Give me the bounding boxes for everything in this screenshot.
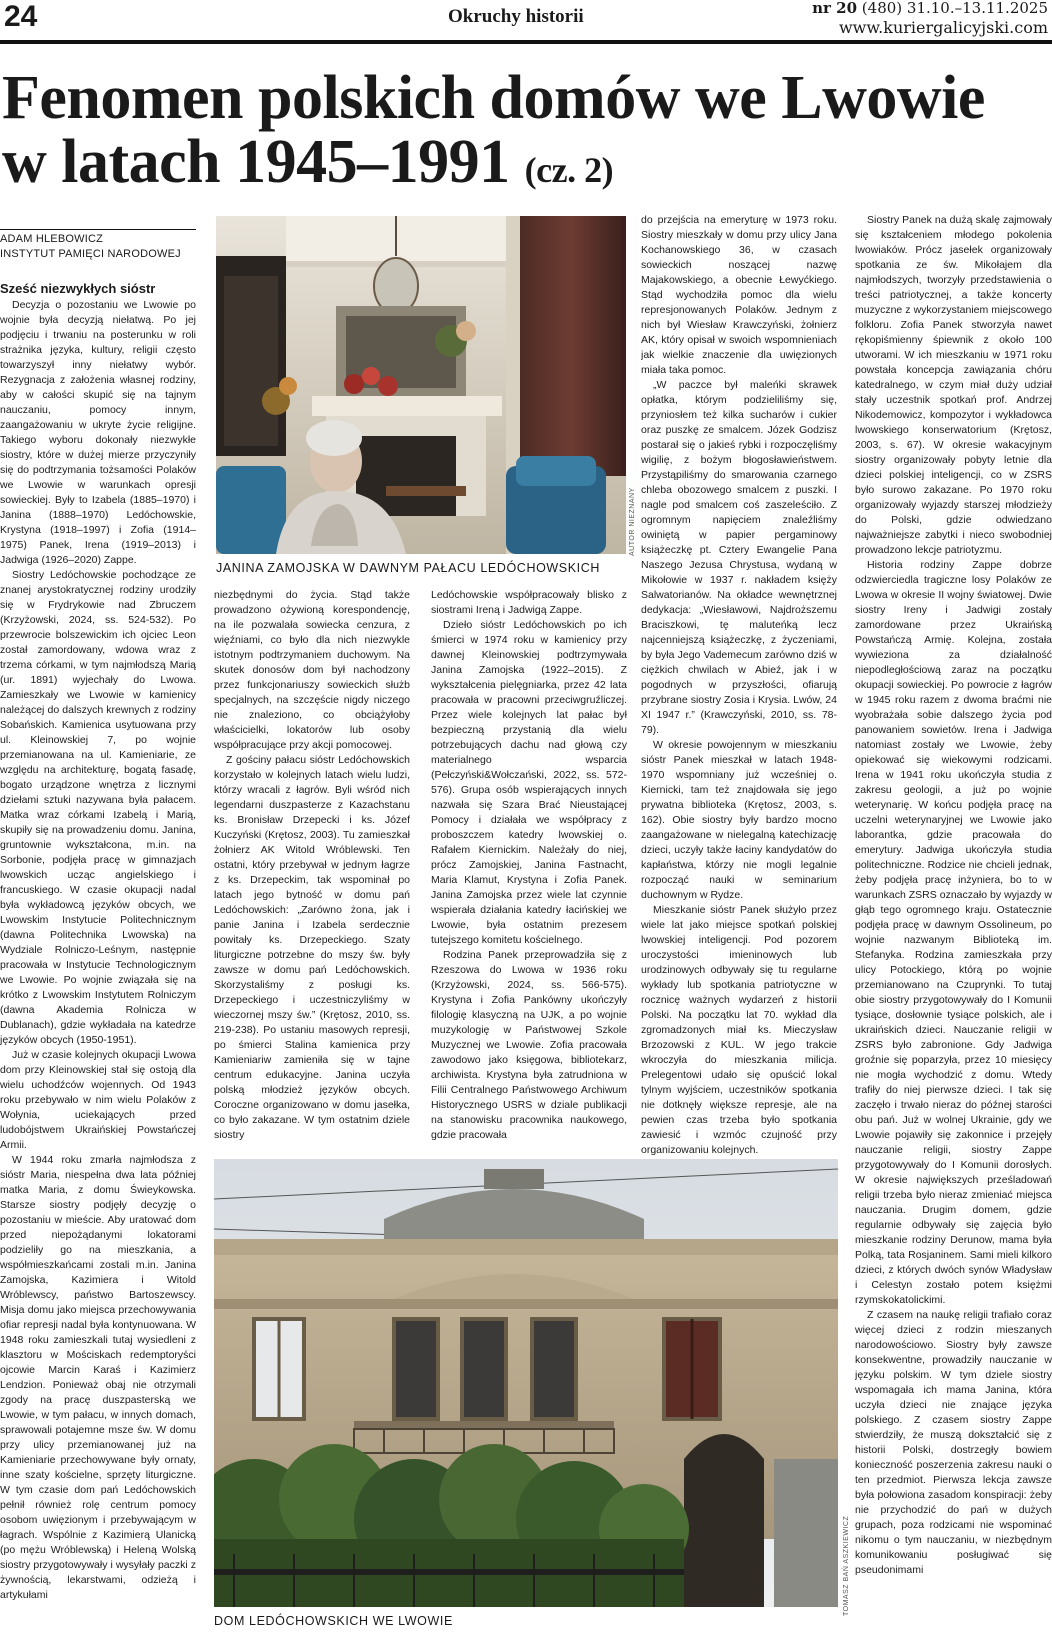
issue-number: nr 20: [812, 0, 858, 17]
paragraph: Rodzina Panek przeprowadziła się z Rzeszowa do Lwowa w 1936 roku (Krzyżowski, 2024, ss. 566-575). Krystyna i Zofia Pankówny ukończyły filologię klasyczną na UJK, a po wojnie muzykologię w Państwowej Szkole Muzycznej we Lwowie. Zofia pracowała zawodowo jako księgowa, bibliotekarz, archiwista. Krystyna była zatrudniona w Filii Centralnego Państwowego Archiwum Historycznego USRS w dziale publikacji na stanowisku pracownika naukowego, gdzie pracowała: [431, 949, 627, 1141]
byline-rule: [0, 229, 196, 230]
photo-ledochowski-house: [214, 1159, 838, 1607]
author-institution: INSTYTUT PAMIĘCI NARODOWEJ: [0, 248, 181, 260]
building-photo-illustration: [214, 1159, 838, 1607]
issue-info: [812, 0, 1048, 17]
paragraph: Decyzja o pozostaniu we Lwowie po wojnie była decyzją niełatwą. Po jej podjęciu i trwaniu na posterunku w roli strażnika języka, kultury, religii często towarzyszył inny niełatwy wybór. Rezygnacja z założenia własnej rodziny, aby w całości skupić się na tajnym nauczaniu, pomocy innym, zaangażowaniu w ukryte życie religijne. Takiego wyboru dokonały niezwykłe siostry, które w dużej mierze przyczyniły się do podtrzymania tożsamości Polaków we Lwowie w warunkach opresji sowieckiej. Były to Izabela (1885–1970) i Janina (1888–1970) Ledóchowskie, Krystyna (1918–1997) i Zofia (1914–1975) Panek, Irena (1919–2013) i Jadwiga (1926–2020) Zappe.: [0, 299, 196, 566]
paragraph: Siostry Panek na dużą skalę zajmowały się kształceniem młodego pokolenia lwowiaków. Prócz jasełek organizowały spotkania ze św. Mikołajem dla najmłodszych, tworzyły przedstawienia o treści patriotycznej, a także koncerty muzyczne z wykorzystaniem miejscowego folkloru. Zofia Panek stworzyła nawet rękopiśmienny śpiewnik z około 100 utworami. W ich mieszkaniu w 1971 roku powstała koncepcja zawiązania chóru katedralnego, w czym miał duży udział stały uczestnik spotkań prof. Andrzej Nikodemowicz, kompozytor i wykładowca lwowskiego konserwatorium (Krętosz, 2003, s. 67). W okresie wakacyjnym siostry organizowały pobyty letnie dla dzieci polskiej inteligencji, co w ZSRS było surowo zakazane. Po 1970 roku organizowały wyjazdy starszej młodzieży do Polski, gdzie odwiedzano najważniejsze zabytki i nieco swobodniej prowadzono lekcje patriotyzmu.: [855, 214, 1052, 556]
byline: [0, 232, 196, 262]
issue-dates: (480) 31.10.–13.11.2025: [857, 0, 1048, 17]
paragraph: Mieszkanie sióstr Panek służyło przez wiele lat jako miejsce spotkań polskiej lwowskiej inteligencji. Pod pozorem uroczystości imieninowych lub urodzinowych odbywały się tu regularne wykłady lub spotkania patriotyczne w rocznicę ważnych wydarzeń z historii Polski. Na początku lat 70. wykład dla zgromadzonych miał ks. Mieczysław Brzozowski z KUL. W jego trakcie wkroczyła do mieszkania milicja. Prelegentowi udało się opuścić lokal tylnym wyjściem, uczestników spotkania nie dotknęły większe represje, ale na pewien czas trzeba było spotkania zawiesić i wzmóc czujność przy organizowaniu kolejnych.: [641, 904, 837, 1156]
article-title-main: Fenomen polskich domów we Lwowie w latach 1945–1991: [2, 64, 985, 196]
photo1-credit: AUTOR NIEZNANY: [629, 487, 636, 556]
photo2-caption: DOM LEDÓCHOWSKICH WE LWOWIE: [214, 1614, 453, 1628]
paragraph: Z czasem na naukę religii trafiało coraz więcej dzieci z rodzin mieszanych narodowościowo. Siostry były zawsze konsekwentne, prowadziły nauczanie w języku polskim. W tym dziele siostry wspomagała ich mama Janina, która uczyła dzieci nie znające języka polskiego. Z czasem siostry Zappe stwierdziły, że muszą dokształcić się z historii Polski, dostrzegły bowiem konieczność poszerzenia zakresu nauki o ten przedmiot. Pierwsza lekcja zawsze była połowiona zasadom konspiracji: żeby nie przychodzić do pań w dużych grupach, poza rodzicami nie wspominać nikomu o tym nauczaniu, w niezbędnym komunikowaniu posługiwać się pseudonimami: [855, 1309, 1052, 1576]
text-column-3: [431, 588, 627, 1158]
section-title: Okruchy historii: [448, 6, 584, 27]
article-title: [2, 66, 1042, 202]
text-column-2: [214, 588, 410, 1158]
page-number: 24: [4, 0, 38, 33]
paragraph: „W paczce był maleńki skrawek opłatka, którym podzieliliśmy się, przyniosłem też kilka sucharów i cukier oraz puszkę ze smalcem. Józek Godzisz postarał się o jakieś rybki i rozpoczęliśmy wigilię, z bożym błogosławieństwem. Przystąpiliśmy do smarowania czarnego chleba obozowego smalcem z puszki. I nagle pod smalcem coś zaszeleściło. Z ogromnym napięciem znaleźliśmy owiniętą w papier pergaminowy książeczkę pt. Cztery Ewangelie Pana Naszego Jezusa Chrystusa, wydaną w Mikołowie w 1937 r. nakładem księży Salwatorianów. Na okładce wewnętrznej dedykacja: „Wiesławowi, Najdroższemu Braciszkowi, tę maluteńką lecz najcenniejszą książeczkę, z życzeniami, by była Jego Vademecum zarówno dziś w ciężkich chwilach w Abieź, jak i w pogodnych w przyszłości, ofiarują przybrane siostry Zosia i Krysia. Lwów, 24 XI 1947 r.” (Krawczyński, 2010, ss. 78-79).: [641, 379, 837, 736]
paragraph: Już w czasie kolejnych okupacji Lwowa dom przy Kleinowskiej stał się ostoją dla wielu uchodźców wojennych. Od 1943 roku przebywało w nim wielu Polaków z Wołynia, uciekających przed ludobójstwem Ukraińskiej Powstańczej Armii.: [0, 1049, 196, 1151]
text-column-1: [0, 298, 196, 1633]
paragraph: Siostry Ledóchowskie pochodzące ze znanej arystokratycznej rodziny urodziły się w Frydrykowie nad Zbruczem (Krzyżowski, 2024, ss. 524-532). Po przewrocie bolszewickim ich ojciec Leon został zamordowany, wdowa wraz z trzema córkami, w tym najmłodszą Marią (ur. 1891) wyjechały do Lwowa. Zamieszkały we Lwowie w kamienicy należącej do dalszych krewnych z rodziny Sobańskich. Kamienica usytuowana przy ul. Kleinowskiej 7, po wojnie przemianowana na ul. Kamieniarie, ze względu na architekturę, bogatą fasadę, bogato urządzone wnętrza z licznymi dziełami sztuki nazywana była pałacem. Matka wraz córkami Izabelą i Marią, skupiły się na prowadzeniu domu. Janina, gruntownie wykształcona, m.in. na Sorbonie, podjęła pracę w gimnazjach lwowskich ucząc angielskiego i francuskiego. W czasie okupacji nadal była wykładowcą języków obcych, we Lwowskim Instytucie Politechnicznym (dawna Politechnika Lwowska) na Wydziale Rolniczo-Leśnym, następnie pracowała w Instytucie Technologicznym we Lwowie. Po wojnie związała się na krótko z Lwowskim Instytutem Rolniczym (dawna Akademia Rolnicza w Dublanach), gdzie wykładała na katedrze języków obcych (1950-1951).: [0, 569, 196, 1046]
header-rule: [0, 40, 1052, 44]
photo2-credit: TOMASZ BAŃ ASZKIEWICZ: [843, 1515, 850, 1616]
paragraph: Z gościny pałacu sióstr Ledóchowskich korzystało w kolejnych latach wielu ludzi, którzy wracali z łagrów. Byli wśród nich legendarni duszpasterze z Kazachstanu ks. Bronisław Drzepecki i ks. Józef Kuczyński (Krętosz, 2003). Tu zamieszkał żołnierz AK Witold Wróblewski. Ten ostatni, który przebywał w jednym łagrze z ks. Drzepeckim, tak wspominał po latach jego bytność w domu pań Ledóchowskich: „Zarówno żona, jak i panie Janina i Izabela serdecznie powitały ks. Drzepeckiego. Szaty liturgiczne potrzebne do mszy św. były zawsze w domu pań Ledóchowskich. Skorzystaliśmy z posługi ks. Drzepeckiego i uczestniczyliśmy w wieczornej mszy św.” (Krętosz, 2010, ss. 219-238). Po ustaniu masowych represji, po śmierci Stalina kamienica przy Kamieniariw zamieniła się w tajne centrum edukacyjne. Janina uczyła polską młodzież języków obcych. Coroczne organizowano w domu jasełka, co było zakazane. W tym ostatnim dziele siostry: [214, 754, 410, 1141]
website-link[interactable]: www.kuriergalicyjski.com: [838, 18, 1048, 37]
paragraph: Dzieło sióstr Ledóchowskich po ich śmierci w 1974 roku w kamienicy przy dawnej Kleinowskiej podtrzymywała Janina Zamojska (1922–2015). Z wykształcenia pielęgniarka, przez 42 lata pracowała w pracowni przeciwgruźliczej. Przez wiele kolejnych lat pałac był bezpieczną przystanią dla wielu potrzebujących dachu nad głową czy materialnego wsparcia (Pełczyński&Wołczański, 2022, ss. 572-576). Grupa osób wspierających innych nazwała się Szara Brać Nieustającej Pomocy i działała we współpracy z proboszczem katedry lwowskiej o. Rafałem Kiernickim. Należały do niej, prócz Zamojskiej, Janina Fastnacht, Maria Klamut, Krystyna i Zofia Panek. Janina Zamojska przez wiele lat czynnie wspierała działania katedry łacińskiej we Lwowie, była ostatnim prezesem tutejszego komitetu kościelnego.: [431, 619, 627, 946]
paragraph: W okresie powojennym w mieszkaniu sióstr Panek mieszkał w latach 1948-1970 wspomniany już wcześniej o. Kiernicki, tam też znajdowała się jego prywatna biblioteka (Krętosz, 2003, s. 162). Obie siostry były bardzo mocno zaangażowane w nielegalną katechizację dzieci, uczyły także łaciny kandydatów do kapłaństwa, którzy nie mogli legalnie rozpocząć nauki w seminarium duchownym w Rydze.: [641, 739, 837, 901]
photo1-caption: JANINA ZAMOJSKA W DAWNYM PAŁACU LEDÓCHOWSKICH: [216, 561, 600, 575]
paragraph: do przejścia na emeryturę w 1973 roku. Siostry mieszkały w domu przy ulicy Jana Kochanowskiego 36, w czasach sowieckich noszącej nazwę Majakowskiego, a obecnie Łewyćkiego. Stąd wychodziła pomoc dla wielu represjonowanych Polaków. Jednym z nich był Wiesław Krawczyński, żołnierz AK, który opisał w swoich wspomnieniach jak wielkie znaczenie dla uwięzionych miała taka pomoc.: [641, 214, 837, 376]
text-column-4: [641, 213, 837, 1158]
subheading: Sześć niezwykłych sióstr: [0, 281, 156, 296]
paragraph: Historia rodziny Zappe dobrze odzwierciedla tragiczne losy Polaków ze Lwowa w okresie II wojny światowej. Dwie siostry Ireny i Jadwigi zostały zamordowane przez Ukraińską Powstańczą Armię. Kolejna, została wywieziona za działalność niepodległościową zaraz na początku okupacji sowieckiej. Po powrocie z łagrów w 1945 roku razem z dwoma braćmi nie wyobrażała sobie dalszego życia pod panowaniem sowietów. Irena i Jadwiga natomiast zostały we Lwowie, żeby opiekować się wiekowymi rodzicami. Irena w 1941 roku ukończyła studia z zakresu geologii, a już po wojnie weterynarię. W końcu podjęła pracę na uczelni weterynaryjnej we Lwowie jako laborantka, gdzie pracowała do emerytury. Jadwiga ukończyła studia politechniczne. Rodzice nie chcieli jednak, żeby podjęła pracę inżyniera, bo to w warunkach ZSRS oznaczało by wyjazdy w głąb tego ogromnego kraju. Ostatecznie podjęła pracę w dawnym Ossolineum, po wojnie nazwanym Biblioteką im. Stefanyka. Rodzina zamieszkała przy ulicy Potockiego, którą po wojnie przemianowano na Czuprynki. To tutaj obie siostry przygotowywały do I Komunii tysiące, dosłownie tysiące polskich, ale i ukraińskich dzieci. Nauczanie religii w ZSRS było zabronione. Gdy Jadwiga groźnie się poparzyła, przez 10 miesięcy nie mogła wychodzić z domu. Wtedy trafiły do niej pierwsze dzieci. I tak się zaczęło i trwało nieraz do późnej starości obu pań. Już w wolnej Ukrainie, gdy we Lwowie pojawiły się zakonnice i przejęły nauczanie religii, siostry Zappe przygotowywały do I Komunii dorosłych. W okresie największych prześladowań religii trzeba było nieraz zmieniać miejsca nauczania. Drugim domem, gdzie regularnie odbywały się zajęcia było mieszkanie rodziny Derunow, mama była Polką, tata Rosjaninem. Sami mieli kilkoro dzieci, z których dwóch synów Władysław i Celestyn zostało potem księżmi rzymskokatolickimi.: [855, 559, 1052, 1306]
author-name: ADAM HLEBOWICZ: [0, 233, 104, 245]
paragraph: W 1944 roku zmarła najmłodsza z sióstr Maria, niespełna dwa lata później matka Maria, z domu Świeykowska. Starsze siostry podjęły decyzję o pozostaniu w mieście. Aby uratować dom przed niepożądanymi lokatorami podzieliły go na mieszkania, a współmieszkańcami zostali m.in. Janina Zamojska, Kazimiera i Witold Wróblewscy, państwo Bartoszewscy. Misja domu jako miejsca przechowywania ofiar represji nadal była kontynuowana. W 1948 roku zamieszkali tutaj wysiedleni z klasztoru w Mościskach redemptoryści ojcowie Marcin Karaś i Kazimierz Lendzion. Ponieważ obaj nie otrzymali zgody na pracę duszpasterską we Lwowie, w tym pałacu, w innych domach, sprawowali potajemne msze św. W domu przy ulicy przemianowanej już na Kamieniarie przechowywane były ornaty, inne szaty kościelne, sprzęty liturgiczne. W tym czasie dom pań Ledóchowskich pełnił również rolę centrum pomocy osobom uwięzionym i przebywającym w łagrach. Wspólnie z Kazimierą Ulanicką (po mężu Wróblewską) i Heleną Wolską siostry przygotowywały i wysyłały paczki z żywnością, lekarstwami, odzieżą i artykułami: [0, 1154, 196, 1601]
article-title-part: (cz. 2): [524, 150, 614, 190]
paragraph: Ledóchowskie współpracowały blisko z siostrami Ireną i Jadwigą Zappe.: [431, 589, 627, 616]
text-column-5: [855, 213, 1052, 1633]
interior-photo-illustration: [216, 216, 626, 554]
paragraph: niezbędnymi do życia. Stąd także prowadzono ożywioną korespondencję, na ile pozwalała sowiecka cenzura, z więźniami, co było dla nich niezwykle istotnym podtrzymaniem duchowym. Na skutek donosów dom był nachodzony przez funkcjonariuszy sowieckich służb specjalnych, na szczęście nigdy niczego nie znaleziono, co obciążyłoby właścicielki, lokatorów lub osoby współpracujące przy akcji pomocowej.: [214, 589, 410, 751]
photo-janina-zamojska: [216, 216, 626, 554]
